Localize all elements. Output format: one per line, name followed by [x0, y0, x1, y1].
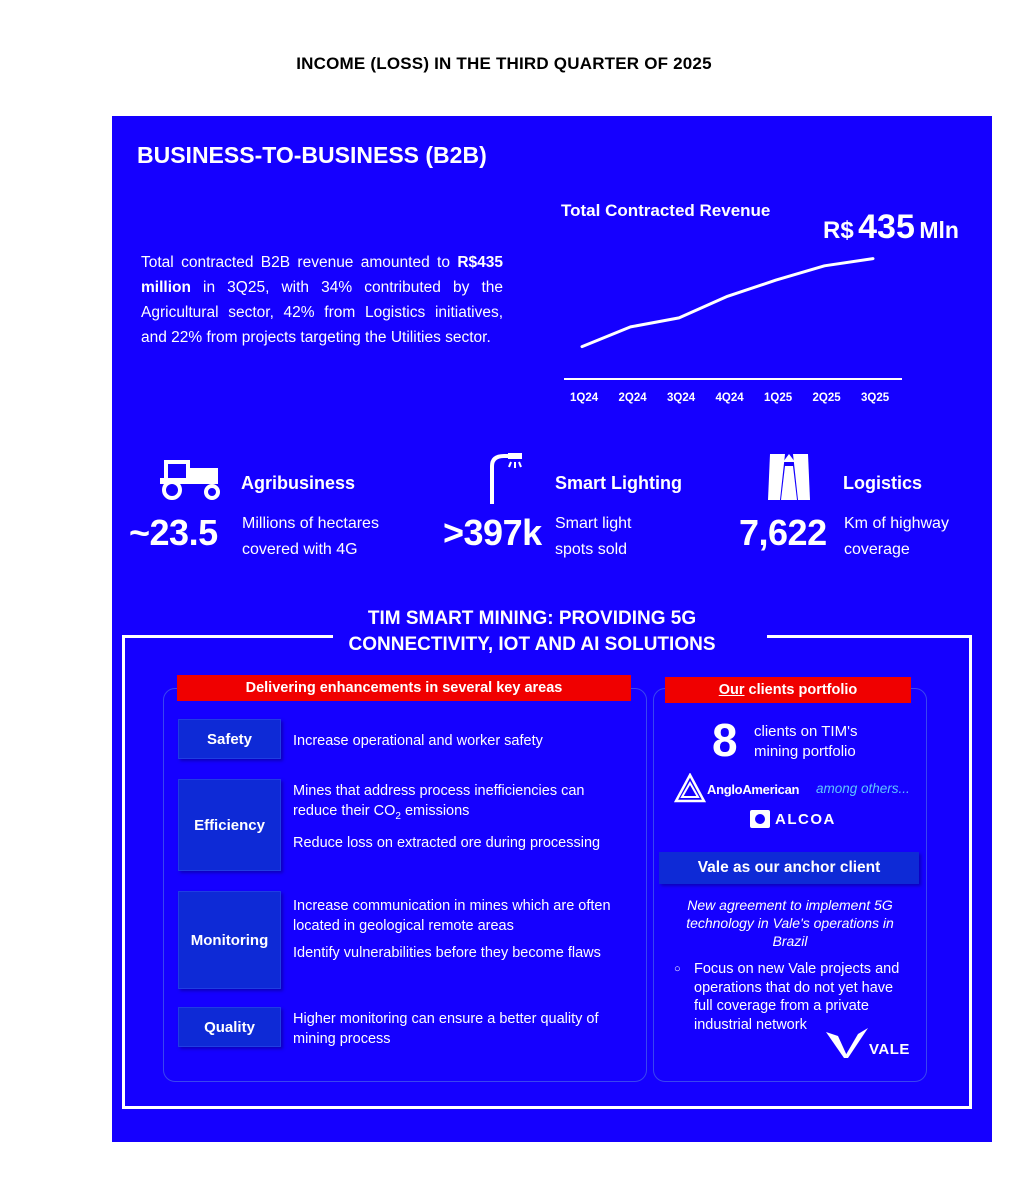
x-tick-label: 2Q25 [812, 392, 841, 404]
kpi-logistics-desc [844, 511, 949, 563]
clients-count-text [754, 722, 857, 762]
clients-header-prefix: Our [718, 682, 745, 698]
enhancements-header: Delivering enhancements in several key areas [177, 675, 631, 701]
kpi-desc-line: Smart light [555, 515, 632, 532]
among-others-text: among others... [816, 781, 910, 796]
kpi-agribusiness-desc [242, 511, 379, 563]
kpi-desc-line: covered with 4G [242, 541, 358, 558]
kpi-desc-line: Millions of hectares [242, 515, 379, 532]
kpi-logistics-name: Logistics [843, 473, 923, 493]
intro-text-end: in 3Q25, with 34% contributed by the Agricultural sector, 42% from Logistics initiatives, and 22% from projects targeting the Utilities sector. [141, 279, 503, 346]
anglo-american-logo: AngloAmerican [707, 782, 800, 797]
area-text-line: Identify vulnerabilities before they become flaws [293, 945, 601, 961]
area-label-safety: Safety [178, 719, 281, 759]
area-label-monitoring: Monitoring [178, 891, 281, 989]
vale-bullet-text: Focus on new Vale projects and operations that do not yet have full coverage from a private industrial network [694, 961, 900, 1033]
kpi-agribusiness-name: Agribusiness [241, 473, 356, 493]
chart-highlight-number: 435 [858, 208, 915, 246]
alcoa-wordmark: ALCOA [775, 810, 836, 828]
kpi-desc-line: spots sold [555, 541, 628, 558]
clients-text-line: mining portfolio [754, 743, 856, 760]
x-tick-label: 2Q24 [618, 392, 647, 404]
chart-highlight-unit: Mln [919, 217, 959, 243]
co2-subscript: 2 [395, 810, 401, 822]
area-label-quality: Quality [178, 1007, 281, 1047]
clients-header [665, 677, 911, 703]
vale-logo-wordmark: VALE [869, 1041, 910, 1058]
x-tick-label: 3Q25 [861, 392, 890, 404]
chart-highlight-value [823, 208, 959, 247]
street-light-icon [482, 450, 526, 506]
area-text-span: reduce their CO [293, 802, 396, 819]
area-text-monitoring [293, 897, 623, 972]
x-tick-label: 4Q24 [715, 392, 744, 404]
page-title: INCOME (LOSS) IN THE THIRD QUARTER OF 2025 [296, 54, 712, 73]
revenue-line-chart [552, 246, 932, 416]
area-text-span: emissions [400, 802, 470, 819]
kpi-smart-lighting-name: Smart Lighting [555, 473, 682, 493]
area-text-line: Reduce loss on extracted ore during processing [293, 834, 601, 851]
clients-count: 8 [712, 714, 738, 766]
clients-text-line: clients on TIM's [754, 723, 858, 740]
x-tick-label: 1Q24 [570, 392, 599, 404]
kpi-smart-lighting-value: >397k [443, 512, 542, 553]
tractor-icon [158, 454, 222, 502]
kpi-agribusiness-value: ~23.5 [129, 512, 218, 553]
kpi-smart-lighting-desc [555, 511, 631, 563]
area-text-line: Higher monitoring can ensure a better quality of mining process [293, 1011, 599, 1047]
intro-text-bold: R$435 million [141, 254, 503, 296]
anglo-american-logo-icon [674, 773, 706, 805]
revenue-series-line [582, 259, 873, 347]
efficiency-line-1 [293, 782, 643, 826]
x-tick-label: 1Q25 [764, 392, 793, 404]
mining-title-line: CONNECTIVITY, IOT AND AI SOLUTIONS [348, 634, 716, 655]
clients-header-rest: clients portfolio [744, 682, 858, 698]
alcoa-icon [750, 810, 770, 828]
mining-title-line: TIM SMART MINING: PROVIDING 5G [367, 608, 697, 629]
vale-logo-icon [824, 1026, 870, 1060]
chart-highlight-currency: R$ [823, 217, 854, 244]
kpi-desc-line: coverage [844, 541, 910, 558]
alcoa-logo [750, 810, 836, 828]
kpi-logistics-value: 7,622 [739, 512, 827, 553]
chart-title: Total Contracted Revenue [561, 201, 771, 220]
area-text-line: Increase communication in mines which are often located in geological remote areas [293, 898, 611, 934]
smart-mining-title [312, 606, 752, 658]
kpi-desc-line: Km of highway [844, 515, 949, 532]
area-text-safety [293, 732, 643, 760]
vale-agreement-text: New agreement to implement 5G technology in Vale's operations in Brazil [686, 897, 894, 949]
highway-icon [766, 452, 812, 502]
intro-text-start: Total contracted B2B revenue amounted to [141, 254, 458, 271]
area-text-line: Increase operational and worker safety [293, 733, 543, 749]
b2b-infographic [112, 116, 992, 1142]
area-label-efficiency: Efficiency [178, 779, 281, 871]
bullet-circle-icon: ○ [674, 963, 681, 975]
area-text-quality [293, 1010, 643, 1057]
area-text-efficiency [293, 782, 643, 861]
area-text-span: Mines that address process inefficiencies can [293, 783, 585, 799]
b2b-intro [141, 250, 503, 350]
x-tick-label: 3Q24 [667, 392, 696, 404]
b2b-heading: BUSINESS-TO-BUSINESS (B2B) [137, 142, 487, 168]
vale-anchor-banner: Vale as our anchor client [659, 852, 919, 884]
